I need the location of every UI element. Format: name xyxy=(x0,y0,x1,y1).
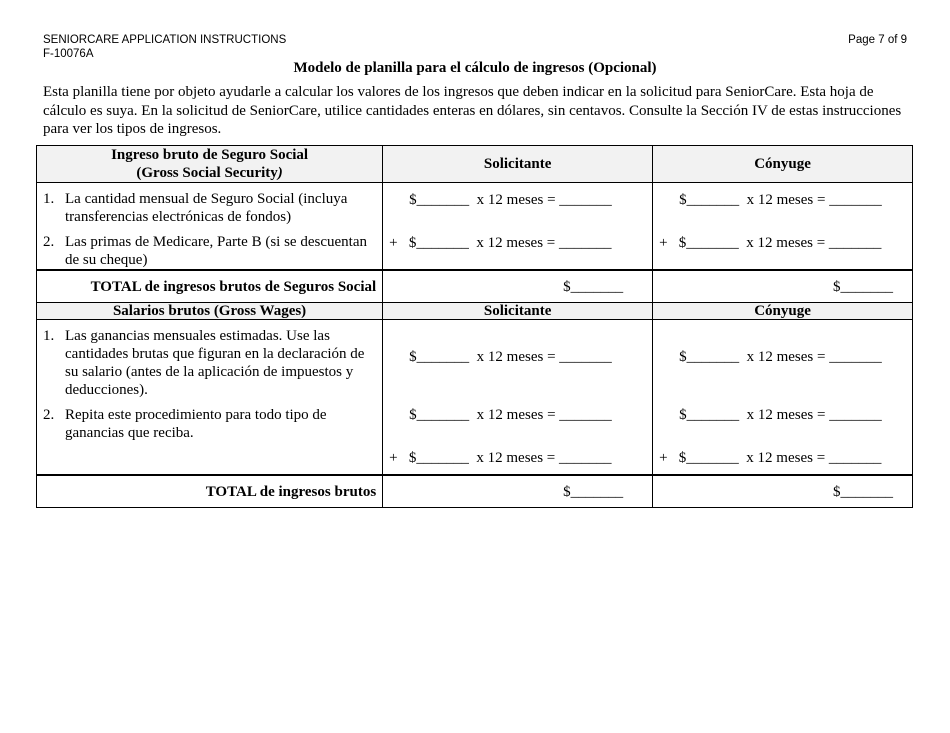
social-security-total-label: TOTAL de ingresos brutos de Seguros Social xyxy=(37,270,383,303)
social-security-total-row xyxy=(37,270,913,303)
wages-items-row xyxy=(37,320,913,476)
applicant-social-calc xyxy=(383,183,653,271)
form-header-title: SENIORCARE APPLICATION INSTRUCTIONS xyxy=(43,34,287,46)
item-number: 2. xyxy=(43,234,55,250)
spouse-ss-total[interactable]: $_______ xyxy=(653,270,913,303)
spouse-social-calc xyxy=(653,183,913,271)
spouse-ss-line-2[interactable]: + $_______ x 12 meses = _______ xyxy=(659,235,882,251)
form-number: F-10076A xyxy=(43,47,94,60)
list-item xyxy=(43,190,376,226)
applicant-wages-line-2[interactable]: $_______ x 12 meses = _______ xyxy=(409,407,612,423)
list-item xyxy=(43,327,376,399)
social-security-heading-line1: Ingreso bruto de Seguro Social xyxy=(111,147,309,163)
spouse-wages-line-1[interactable]: $_______ x 12 meses = _______ xyxy=(679,349,882,365)
intro-paragraph: Esta planilla tiene por objeto ayudarle a calcular los valores de los ingresos que deben indicar en la solicitud para SeniorCare. Esta hoja de cálculo es suya. En la solicitud de SeniorCare, utilice cantidades enteras en dólares, sin centavos. Consulte la Sección IV de estas instrucciones para ver los tipos de ingresos. xyxy=(43,84,902,137)
applicant-ss-line-2[interactable]: + $_______ x 12 meses = _______ xyxy=(389,235,612,251)
spouse-wages-total[interactable]: $_______ xyxy=(653,475,913,508)
applicant-wages-line-3[interactable]: + $_______ x 12 meses = _______ xyxy=(389,450,612,466)
item-text: La cantidad mensual de Seguro Social (incluya transferencias electrónicas de fondos) xyxy=(65,191,348,225)
applicant-wages-line-1[interactable]: $_______ x 12 meses = _______ xyxy=(409,349,612,365)
wages-col-applicant-header: Solicitante xyxy=(383,303,653,320)
wages-total-row xyxy=(37,475,913,508)
income-worksheet-table xyxy=(36,145,913,508)
page-number: Page 7 of 9 xyxy=(848,34,907,46)
social-security-items-row xyxy=(37,183,913,271)
spouse-wages-line-2[interactable]: $_______ x 12 meses = _______ xyxy=(679,407,882,423)
item-text: Repita este procedimiento para todo tipo de ganancias que reciba. xyxy=(65,407,327,441)
list-item xyxy=(43,233,376,269)
social-security-header-row xyxy=(37,146,913,183)
wages-total-label: TOTAL de ingresos brutos xyxy=(37,475,383,508)
col-spouse-header: Cónyuge xyxy=(653,146,913,183)
item-text: Las primas de Medicare, Parte B (si se descuentan de su cheque) xyxy=(65,234,367,268)
heading-paren: ) xyxy=(277,165,283,181)
social-security-heading xyxy=(37,146,383,183)
applicant-ss-total[interactable]: $_______ xyxy=(383,270,653,303)
wages-heading: Salarios brutos (Gross Wages) xyxy=(37,303,383,320)
list-item xyxy=(43,406,376,442)
spouse-ss-line-1[interactable]: $_______ x 12 meses = _______ xyxy=(679,192,882,208)
spouse-wages-calc xyxy=(653,320,913,476)
applicant-wages-calc xyxy=(383,320,653,476)
item-number: 1. xyxy=(43,191,55,207)
wages-items xyxy=(37,320,383,476)
social-security-heading-line2: (Gross Social Security xyxy=(136,165,278,181)
spouse-wages-line-3[interactable]: + $_______ x 12 meses = _______ xyxy=(659,450,882,466)
item-number: 2. xyxy=(43,407,55,423)
wages-header-row xyxy=(37,303,913,320)
form-header xyxy=(43,34,286,61)
applicant-ss-line-1[interactable]: $_______ x 12 meses = _______ xyxy=(409,192,612,208)
item-text: Las ganancias mensuales estimadas. Use las cantidades brutas que figuran en la declaración de su salario (antes de la aplicación de impuestos y deducciones). xyxy=(65,328,365,398)
page-title: Modelo de planilla para el cálculo de ingresos (Opcional) xyxy=(293,60,657,76)
col-applicant-header: Solicitante xyxy=(383,146,653,183)
applicant-wages-total[interactable]: $_______ xyxy=(383,475,653,508)
item-number: 1. xyxy=(43,328,55,344)
wages-col-spouse-header: Cónyuge xyxy=(653,303,913,320)
social-security-items xyxy=(37,183,383,271)
